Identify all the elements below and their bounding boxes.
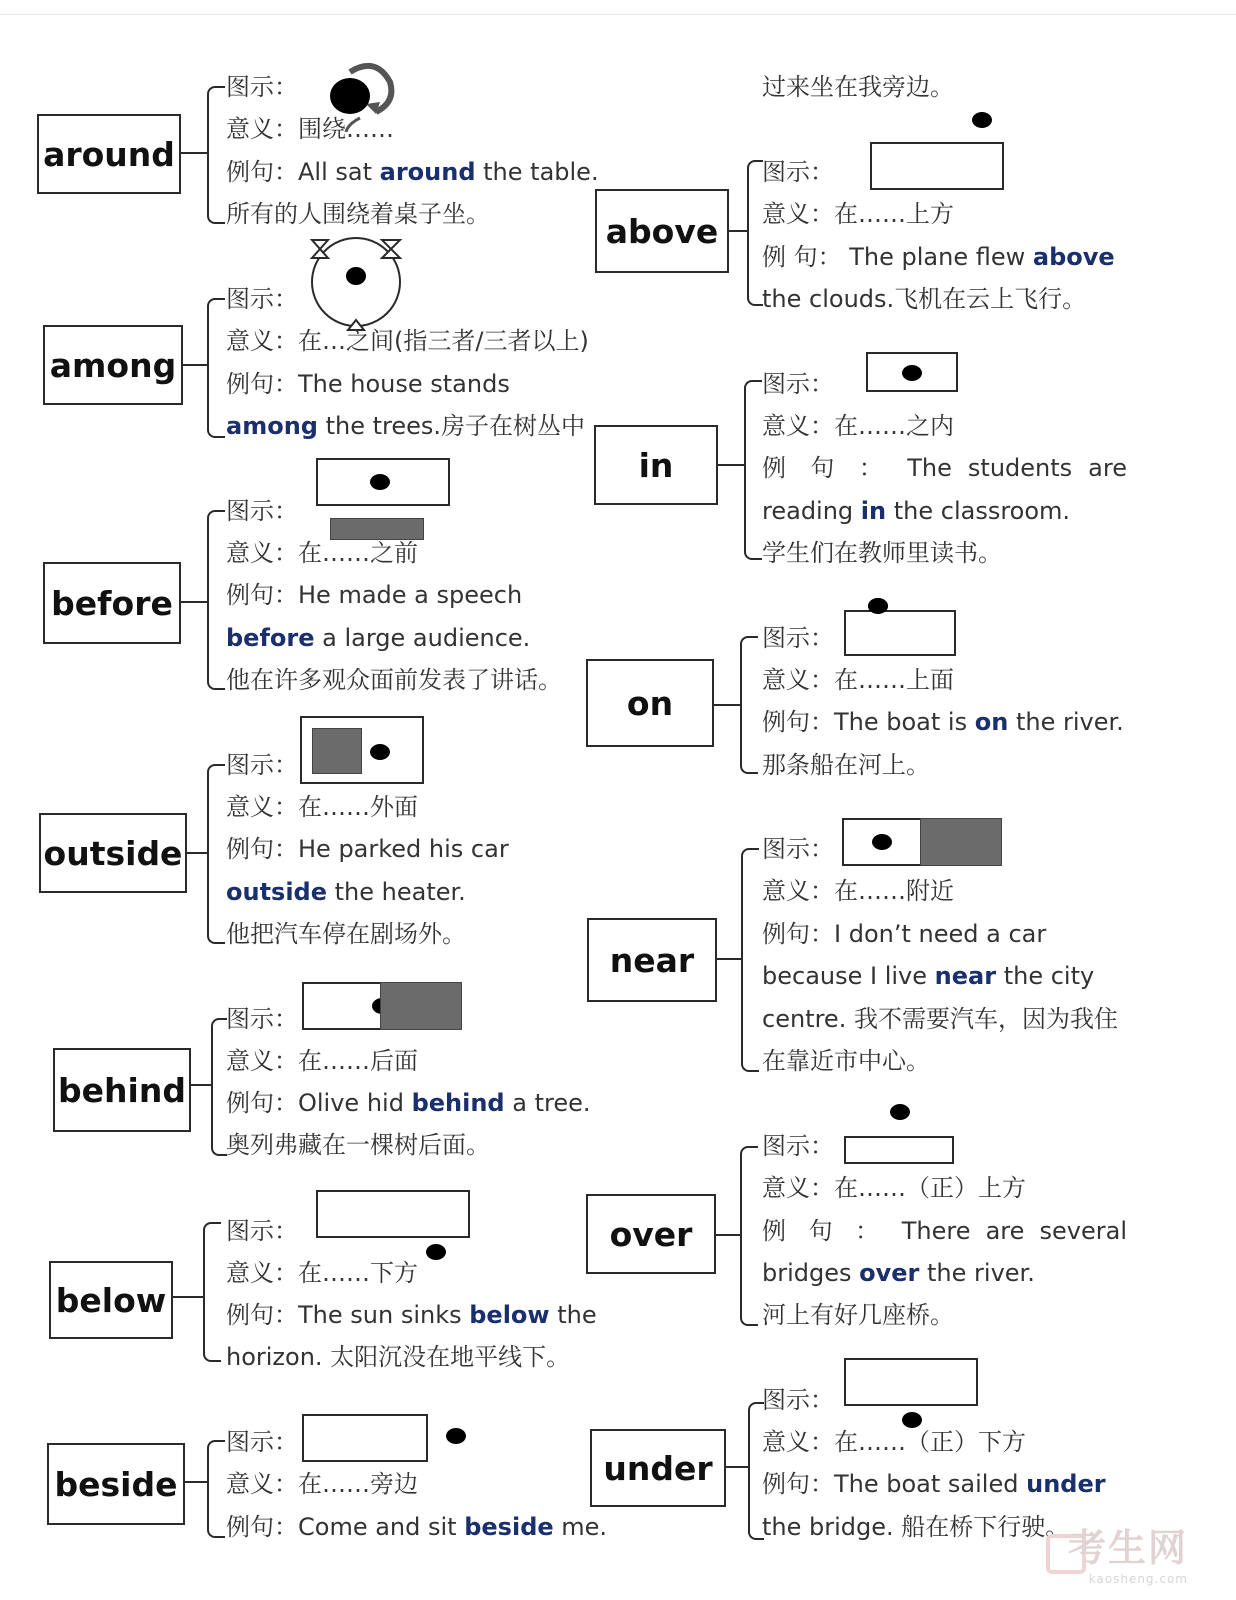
- near-diagram: [842, 818, 1004, 868]
- example-keyword: among: [226, 412, 318, 440]
- over-diagram: [842, 1102, 956, 1166]
- example-text-2: [226, 623, 530, 653]
- example-keyword: below: [469, 1301, 550, 1329]
- translation-text: 他把汽车停在剧场外。: [226, 920, 466, 948]
- word-box-beside: beside: [47, 1443, 185, 1525]
- example-pre: 例句：Come and sit: [226, 1513, 465, 1541]
- among-diagram: [306, 236, 406, 332]
- bracket: [740, 1146, 758, 1326]
- example-text: [226, 1088, 591, 1118]
- example-text-2: [762, 496, 1070, 526]
- bracket: [207, 764, 225, 944]
- example-keyword: before: [226, 624, 315, 652]
- diagram-label: 图示：: [762, 624, 834, 652]
- translation-text: 在靠近市中心。: [762, 1047, 930, 1075]
- example-pre: reading: [762, 497, 861, 525]
- meaning-text: 意义：在……之内: [762, 412, 954, 440]
- word-box-on: on: [586, 659, 714, 747]
- example-text-3: centre. 我不需要汽车，因为我住: [762, 1005, 1118, 1033]
- under-diagram: [844, 1358, 980, 1428]
- example-pre: 例句：All sat: [226, 158, 380, 186]
- example-post: a tree.: [504, 1089, 591, 1117]
- bracket-tick: [179, 601, 207, 603]
- word-box-behind: behind: [53, 1048, 191, 1132]
- bracket: [207, 510, 225, 690]
- top-divider: [0, 14, 1236, 15]
- bracket: [207, 298, 225, 438]
- bracket-tick: [181, 364, 207, 366]
- example-text: 例句：The house stands: [226, 370, 510, 398]
- beside-diagram: [302, 1414, 468, 1464]
- example-text: 例句：I don’t need a car: [762, 920, 1047, 948]
- translation-text: 那条船在河上。: [762, 751, 930, 779]
- example-text: 例 句 ： There are several: [762, 1217, 1127, 1245]
- translation-text-beside: 过来坐在我旁边。: [762, 73, 954, 101]
- example-keyword: above: [1032, 243, 1115, 271]
- example-pre: because I live: [762, 962, 935, 990]
- example-text-2: [762, 961, 1094, 991]
- diagram-label: 图示：: [226, 497, 298, 525]
- example-pre: 例句：The sun sinks: [226, 1301, 470, 1329]
- example-keyword: outside: [226, 878, 328, 906]
- example-keyword: around: [379, 158, 476, 186]
- diagram-label: 图示：: [762, 158, 834, 186]
- example-keyword: behind: [411, 1089, 505, 1117]
- example-text: [762, 707, 1124, 737]
- example-pre: bridges: [762, 1259, 860, 1287]
- before-diagram: [316, 458, 452, 542]
- bracket-tick: [715, 958, 741, 960]
- meaning-text: 意义：在……下方: [226, 1259, 418, 1287]
- meaning-text: 意义：在……旁边: [226, 1470, 418, 1498]
- bracket: [207, 86, 225, 224]
- word-box-above: above: [595, 189, 729, 273]
- bracket-tick: [171, 1296, 203, 1298]
- bracket-tick: [712, 704, 740, 706]
- example-text: [762, 242, 1115, 272]
- bracket: [741, 848, 759, 1072]
- word-box-before: before: [43, 562, 181, 644]
- bracket-tick: [724, 1466, 748, 1468]
- example-post: the city: [996, 962, 1095, 990]
- word-box-under: under: [590, 1429, 726, 1507]
- example-text-2: [762, 1258, 1035, 1288]
- bracket-tick: [716, 464, 744, 466]
- on-diagram: [842, 596, 958, 658]
- translation-text: the bridge. 船在桥下行驶。: [762, 1513, 1070, 1541]
- diagram-label: 图示：: [226, 751, 298, 779]
- bracket-tick: [189, 1084, 211, 1086]
- in-diagram: [866, 352, 960, 394]
- bracket-tick: [727, 230, 747, 232]
- diagram-label: 图示：: [762, 1386, 834, 1414]
- diagram-label: 图示：: [226, 73, 298, 101]
- watermark: [1068, 1517, 1188, 1586]
- example-post: the heater.: [327, 878, 466, 906]
- bracket-tick: [714, 1234, 740, 1236]
- example-keyword: near: [934, 962, 997, 990]
- bracket: [207, 1440, 225, 1538]
- example-post: me.: [553, 1513, 608, 1541]
- example-keyword: over: [859, 1259, 920, 1287]
- bracket: [744, 380, 762, 560]
- example-keyword: in: [860, 497, 887, 525]
- translation-text: 学生们在教师里读书。: [762, 539, 1002, 567]
- example-text: 例句：He made a speech: [226, 581, 523, 609]
- example-post: the table.: [475, 158, 599, 186]
- behind-diagram: [302, 982, 462, 1032]
- meaning-text: 意义：在……（正）上方: [762, 1174, 1026, 1202]
- diagram-label: 图示：: [226, 1217, 298, 1245]
- meaning-text: 意义：在……（正）下方: [762, 1428, 1026, 1456]
- diagram-label: 图示：: [226, 1428, 298, 1456]
- example-keyword: under: [1026, 1470, 1106, 1498]
- bracket: [747, 160, 763, 306]
- word-box-below: below: [49, 1261, 173, 1339]
- example-text-2: [226, 411, 585, 441]
- watermark-text: 考生网: [1067, 1526, 1188, 1570]
- example-text: [762, 1469, 1106, 1499]
- meaning-text: 意义：在……上方: [762, 200, 954, 228]
- example-pre: 例句：Olive hid: [226, 1089, 412, 1117]
- example-post: the classroom.: [886, 497, 1071, 525]
- diagram-label: 图示：: [226, 285, 298, 313]
- bracket: [740, 636, 758, 774]
- bracket-tick: [183, 1481, 207, 1483]
- example-text-2: [226, 877, 466, 907]
- example-text: [226, 1300, 597, 1330]
- bracket-tick: [185, 852, 207, 854]
- meaning-text: 意义：在……之前: [226, 539, 418, 567]
- outside-diagram: [300, 716, 424, 786]
- example-post: a large audience.: [314, 624, 531, 652]
- example-text: 例句：He parked his car: [226, 835, 509, 863]
- diagram-label: 图示：: [226, 1005, 298, 1033]
- translation-text: 奥列弗藏在一棵树后面。: [226, 1131, 490, 1159]
- meaning-text: 意义：围绕……: [226, 115, 394, 143]
- example-pre: 例句：The boat is: [762, 708, 975, 736]
- watermark-subtext: kaosheng.com: [1088, 1572, 1188, 1586]
- example-text: [226, 157, 599, 187]
- meaning-text: 意义：在……附近: [762, 877, 954, 905]
- translation-text: horizon. 太阳沉没在地平线下。: [226, 1343, 571, 1371]
- word-box-outside: outside: [39, 813, 187, 893]
- word-box-near: near: [587, 918, 717, 1002]
- below-diagram: [316, 1190, 472, 1264]
- bracket-tick: [179, 152, 207, 154]
- example-post: the trees.房子在树丛中: [317, 412, 586, 440]
- example-text: [226, 1512, 607, 1542]
- example-text: 例 句 ： The students are: [762, 454, 1127, 482]
- example-pre: 例句：The boat sailed: [762, 1470, 1027, 1498]
- meaning-text: 意义：在……后面: [226, 1047, 418, 1075]
- word-box-in: in: [594, 425, 718, 505]
- translation-text: the clouds.飞机在云上飞行。: [762, 285, 1087, 313]
- example-pre: 例 句： The plane flew: [762, 243, 1033, 271]
- meaning-text: 意义：在……外面: [226, 793, 418, 821]
- word-box-among: among: [43, 325, 183, 405]
- word-box-around: around: [37, 114, 181, 194]
- meaning-text: 意义：在……上面: [762, 666, 954, 694]
- diagram-label: 图示：: [762, 370, 834, 398]
- diagram-label: 图示：: [762, 1132, 834, 1160]
- example-post: the: [549, 1301, 597, 1329]
- example-keyword: on: [974, 708, 1009, 736]
- example-keyword: beside: [464, 1513, 554, 1541]
- bracket: [211, 1018, 227, 1156]
- diagram-label: 图示：: [762, 835, 834, 863]
- translation-text: 河上有好几座桥。: [762, 1301, 954, 1329]
- above-diagram: [868, 110, 1008, 192]
- word-box-over: over: [586, 1194, 716, 1274]
- example-post: the river.: [1008, 708, 1124, 736]
- meaning-text: 意义：在…之间(指三者/三者以上): [226, 327, 589, 355]
- translation-text: 他在许多观众面前发表了讲话。: [226, 666, 562, 694]
- example-post: the river.: [919, 1259, 1035, 1287]
- bracket: [203, 1222, 221, 1362]
- translation-text: 所有的人围绕着桌子坐。: [226, 200, 490, 228]
